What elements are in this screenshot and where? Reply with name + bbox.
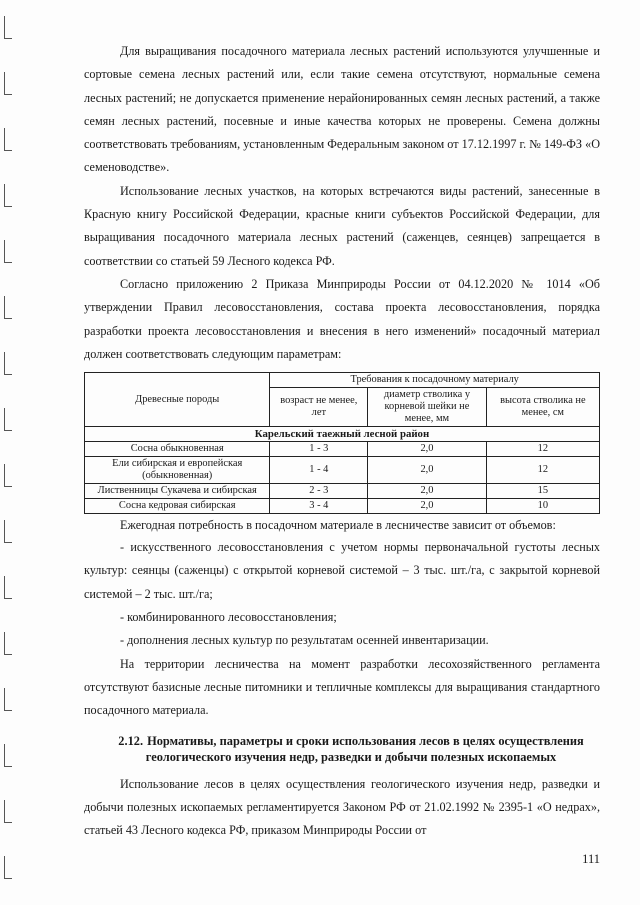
edge-mark	[4, 632, 12, 655]
list-item-artificial: - искусственного лесовосстановления с учетом нормы первоначальной густоты лесных культур: сеянцы (саженцы) с открытой корневой системой – 3 тыс. шт./га, с закрытой корневой системой – 2 тыс. шт./га;	[84, 540, 600, 601]
edge-mark	[4, 464, 12, 487]
section-title: Нормативы, параметры и сроки использования лесов в целях осуществления геологического изучения недр, разведки и добычи полезных ископаемых	[145, 733, 584, 764]
cell-age: 3 - 4	[270, 499, 368, 514]
edge-mark	[4, 296, 12, 319]
cell-species: Ели сибирская и европейская (обыкновенная)	[85, 457, 270, 484]
table-row	[85, 484, 600, 499]
edge-mark	[4, 240, 12, 263]
cell-height: 10	[486, 499, 599, 514]
paragraph-nurseries: На территории лесничества на момент разработки лесохозяйственного регламента отсутствуют базисные лесные питомники и тепличные комплексы для выращивания стандартного посадочного материала.	[84, 656, 600, 718]
cell-age: 1 - 3	[270, 442, 368, 457]
table-row	[85, 442, 600, 457]
paragraph-red-book: Использование лесных участков, на которых встречаются виды растений, занесенные в Красную книгу Российской Федерации, красные книги субъектов Российской Федерации, для выращивания посадочного материала лесных растений (саженцев, сеянцев) запрещается в соответствии со статьей 59 Лесного кодекса РФ.	[84, 183, 600, 268]
region-row: Карельский таежный лесной район	[85, 427, 600, 442]
header-species: Древесные породы	[85, 373, 270, 427]
edge-mark	[4, 688, 12, 711]
edge-mark	[4, 128, 12, 151]
cell-species: Сосна обыкновенная	[85, 442, 270, 457]
paragraph-annual-need: Ежегодная потребность в посадочном материале в лесничестве зависит от объемов:	[120, 518, 556, 533]
edge-mark	[4, 72, 12, 95]
section-heading	[84, 733, 600, 765]
header-height: высота стволика не менее, см	[486, 388, 599, 427]
cell-diameter: 2,0	[368, 442, 486, 457]
paragraph-geology: Использование лесов в целях осуществления геологического изучения недр, разведки и добычи полезных ископаемых регламентируется Законом РФ от 21.02.1992 № 2395-1 «О недрах», статьей 43 Лесного кодекса РФ, приказом Минприроды России от	[84, 776, 600, 838]
binding-edge-marks	[0, 0, 16, 905]
cell-diameter: 2,0	[368, 499, 486, 514]
header-age: возраст не менее, лет	[270, 388, 368, 427]
page-number: 111	[582, 852, 600, 866]
edge-mark	[4, 576, 12, 599]
cell-species: Сосна кедровая сибирская	[85, 499, 270, 514]
header-diameter: диаметр стволика у корневой шейки не менее, мм	[368, 388, 486, 427]
list-item-combined: - комбинированного лесовосстановления;	[120, 610, 337, 625]
cell-height: 12	[486, 457, 599, 484]
cell-height: 12	[486, 442, 599, 457]
edge-mark	[4, 520, 12, 543]
cell-diameter: 2,0	[368, 484, 486, 499]
list-item-supplement: - дополнения лесных культур по результатам осенней инвентаризации.	[120, 633, 489, 648]
cell-age: 2 - 3	[270, 484, 368, 499]
header-requirements: Требования к посадочному материалу	[270, 373, 600, 388]
cell-diameter: 2,0	[368, 457, 486, 484]
cell-species: Лиственницы Сукачева и сибирская	[85, 484, 270, 499]
edge-mark	[4, 856, 12, 879]
paragraph-order: Согласно приложению 2 Приказа Минприроды России от 04.12.2020 № 1014 «Об утверждении Правил лесовосстановления, состава проекта лесовосстановления, порядка разработки проекта лесовосстановления и внесения в него изменений» посадочный материал должен соответствовать следующим параметрам:	[84, 276, 600, 361]
edge-mark	[4, 16, 12, 39]
edge-mark	[4, 744, 12, 767]
edge-mark	[4, 184, 12, 207]
table-row	[85, 457, 600, 484]
edge-mark	[4, 800, 12, 823]
edge-mark	[4, 352, 12, 375]
section-number: 2.12.	[118, 733, 144, 748]
page-content	[84, 40, 600, 842]
table-row	[85, 499, 600, 514]
cell-height: 15	[486, 484, 599, 499]
cell-age: 1 - 4	[270, 457, 368, 484]
edge-mark	[4, 408, 12, 431]
planting-material-table	[84, 372, 600, 514]
paragraph-seeds: Для выращивания посадочного материала лесных растений используются улучшенные и сортовые семена лесных растений или, если такие семена отсутствуют, нормальные семена лесных растений; не допускается применение нерайонированных семян лесных растений, а также семян лесных растений, посевные и иные качества которых не проверены. Семена должны соответствовать требованиям, установленным Федеральным законом от 17.12.1997 г. № 149-ФЗ «О семеноводстве».	[84, 44, 600, 175]
